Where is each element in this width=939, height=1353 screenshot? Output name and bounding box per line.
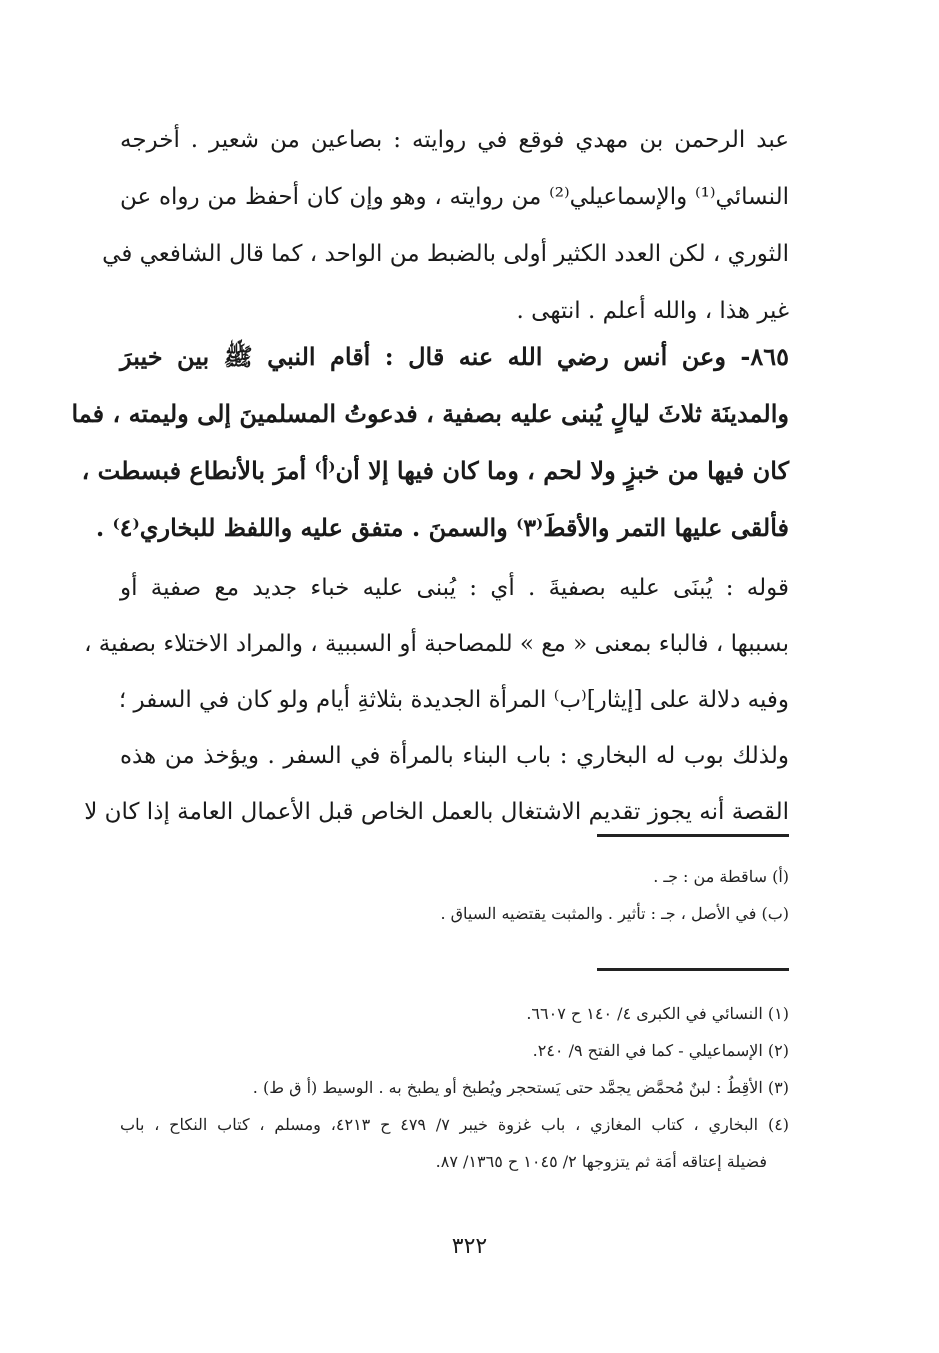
text-line: وفيه دلالة على [إيثار]⁽ب⁾ المرأة الجديدة بثلاثةِ أيام ولو كان في السفر ؛ bbox=[118, 687, 789, 713]
hadith-line: ٨٦٥- وعن أنس رضي الله عنه قال : أقام النبي ﷺ بين خيبرَ bbox=[120, 342, 789, 371]
hadith-line: فألقى عليها التمر والأقطَ⁽٣⁾ والسمنَ . متفق عليه واللفظ للبخاري⁽٤⁾ . bbox=[95, 513, 789, 542]
numbered-footnotes bbox=[120, 995, 789, 1180]
footnote: (أ) ساقطة من : جـ . bbox=[653, 867, 789, 886]
page-number: ٣٢٢ bbox=[451, 1234, 488, 1259]
footnote: (ب) في الأصل ، جـ : تأثير . والمثبت يقتضيه السياق . bbox=[440, 904, 789, 923]
text-line: النسائي⁽¹⁾ والإسماعيلي⁽²⁾ من روايته ، وهو وإن كان أحفظ من رواه عن bbox=[120, 184, 789, 210]
footnote-divider bbox=[597, 968, 789, 971]
commentary-paragraph-continued bbox=[102, 112, 789, 340]
text-line: ولذلك بوب له البخاري : باب البناء بالمرأة في السفر . ويؤخذ من هذه bbox=[120, 743, 789, 769]
text-line: عبد الرحمن بن مهدي فوقع في روايته : بصاعين من شعير . أخرجه bbox=[120, 127, 789, 153]
footnote-continuation: فضيلة إعتاقه أمَة ثم يتزوجها ٢/ ١٠٤٥ ح ١٣٦٥/ ٨٧. bbox=[435, 1152, 767, 1171]
text-line: قوله : يُبنَى عليه بصفيةَ . أي : يُبنى عليه خباء جديد مع صفية أو bbox=[120, 575, 789, 601]
commentary-paragraph bbox=[84, 560, 789, 840]
text-line: غير هذا ، والله أعلم . انتهى . bbox=[516, 298, 789, 324]
hadith-line: كان فيها من خبزٍ ولا لحم ، وما كان فيها إلا أن⁽أ⁾ أمرَ بالأنطاع فبسطت ، bbox=[81, 456, 789, 485]
footnote: (١) النسائي في الكبرى ٤/ ١٤٠ ح ٦٦٠٧. bbox=[526, 1004, 789, 1023]
text-line: الثوري ، لكن العدد الكثير أولى بالضبط من الواحد ، كما قال الشافعي في bbox=[102, 241, 789, 267]
footnote: (٣) الأقِطُ : لبنٌ مُحمَّض يجمَّد حتى يَستحجر ويُطبخ أو يطبخ به . الوسيط (أ ق ط) . bbox=[252, 1078, 789, 1097]
text-line: القصة أنه يجوز تقديم الاشتغال بالعمل الخاص قبل الأعمال العامة إذا كان لا bbox=[84, 799, 789, 825]
text-line: بسببها ، فالباء بمعنى « مع » للمصاحبة أو السببية ، والمراد الاختلاء بصفية ، bbox=[84, 631, 789, 657]
footnote: (٤) البخاري ، كتاب المغازي ، باب غزوة خيبر ٧/ ٤٧٩ ح ٤٢١٣، ومسلم ، كتاب النكاح ، باب bbox=[120, 1115, 790, 1134]
footnote-divider bbox=[597, 834, 789, 837]
lettered-footnotes bbox=[120, 858, 789, 932]
hadith-865 bbox=[71, 328, 789, 556]
footnote: (٢) الإسماعيلي - كما في الفتح ٩/ ٢٤٠. bbox=[532, 1041, 789, 1060]
hadith-line: والمدينَة ثلاثَ ليالٍ يُبنى عليه بصفية ، فدعوتُ المسلمينَ إلى وليمته ، فما bbox=[71, 399, 789, 428]
